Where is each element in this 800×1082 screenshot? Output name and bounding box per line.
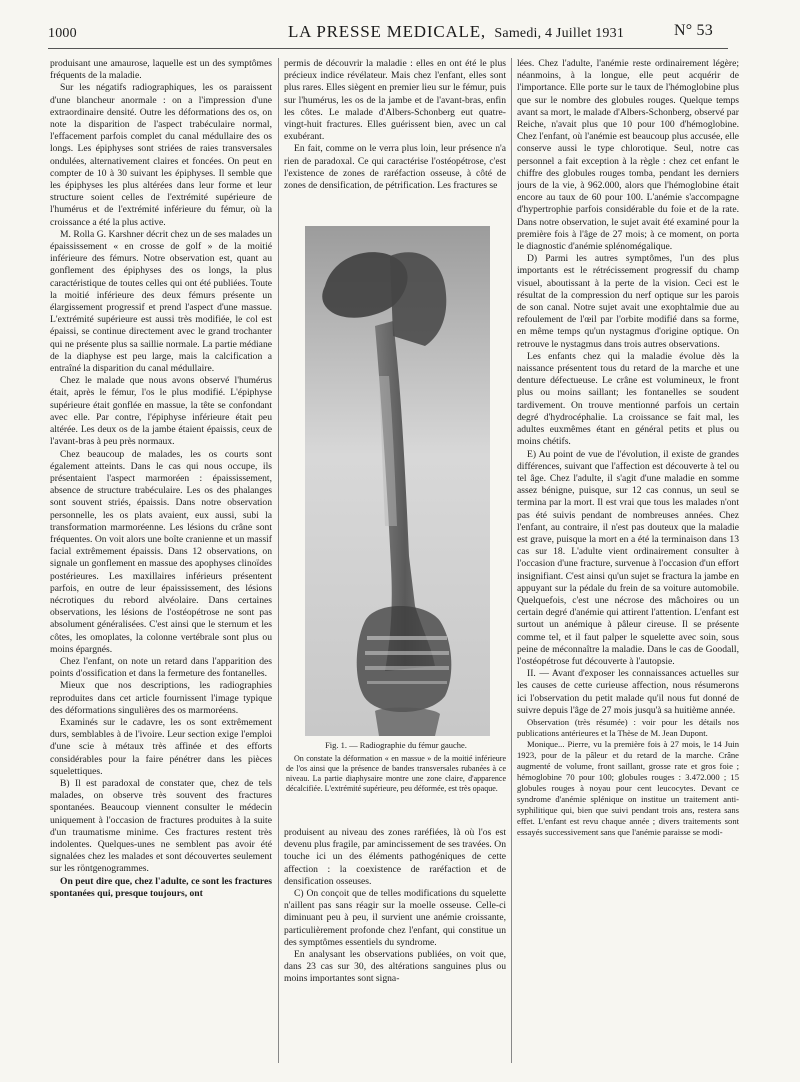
paragraph: lées. Chez l'adulte, l'anémie reste ordinairement légère; néanmoins, à la longue, elle peut acquérir de l'importance. Elle porte sur le taux de l'hémoglobine plus que sur le nombre des globules rouges. Quelque temps avant sa mort, le malade d'Albers-Schonberg, observé par Reiche, n'avait plus que 10 pour 100 d'hémoglobine. Chez l'enfant, où l'anémie est beaucoup plus accusée, elle conserve aussi le type chlorotique. Seul, notre cas personnel a fait exception à la règle : chez cet enfant le chiffre des globules rouges tomba, pendant les derniers jours de la vie, à 962.000, alors que l'hémoglobine était encore au taux de 60 pour 100. L'anémie s'accompagne d'hypertrophie parfois considérable du foie et de la rate. Dans notre observation, le sujet avait été examiné pour la première fois à l'âge de 27 mois; à ce moment, on porta le diagnostic d'anémie splénomégalique. (517, 58, 739, 253)
paragraph: E) Au point de vue de l'évolution, il existe de grandes différences, suivant que l'affection est découverte à tel ou tel âge. Chez l'adulte, il s'agit d'une maladie en somme assez bénigne, puisque, sur 12 cas connus, un seul se termina par la mort. Il est vrai que tous les malades n'ont pas été suivis pendant de nombreuses années. Chez l'enfant, au contraire, il n'est pas douteux que la maladie est grave, puisque la mort en a été la terminaison dans 13 cas sur 18. L'adulte vient ordinairement consulter à l'occasion d'une fracture, survenue à l'occasion d'un effort insignifiant. C'est ainsi qu'un sujet se fractura la jambe en appuyant sur la pédale du frein de sa voiture automobile. Quelquefois, c'est une nécrose des mâchoires ou un certain degré d'anémie qui attirent l'attention. L'enfant est surtout un anémique à pâleur cireuse. Il se présente comme tel, et il faut palper le squelette avec soin, sous peine de méconnaître la maladie. Dans le cas de Goodall, l'ostéopétrose fut découverte à l'autopsie. (517, 448, 739, 667)
issue-date: Samedi, 4 Juillet 1931 (494, 26, 625, 41)
paragraph: produisent au niveau des zones raréfiées, là où l'os est devenu plus fragile, par amincissement de ses travées. On touche ici un des éléments pathogéniques de cette affection : la coexistence de raréfaction et de densification osseuses. (284, 827, 506, 887)
journal-title: LA PRESSE MEDICALE, (288, 22, 486, 41)
paragraph: produisant une amaurose, laquelle est un des symptômes fréquents de la maladie. (50, 58, 272, 82)
page-number: 1000 (48, 26, 77, 41)
header-rule (48, 48, 728, 49)
paragraph: En analysant les observations publiées, on voit que, dans 23 cas sur 30, des altérations sanguines plus ou moins importantes sont signa- (284, 949, 506, 985)
paragraph: Sur les négatifs radiographiques, les os paraissent d'une blancheur anormale : on a l'impression d'une extraordinaire densité. Outre les déformations des os, on note la disparition de l'aspect trabéculaire normal, l'effacement parfois complet du canal médullaire des os longs. Les épiphyses sont striées de raies transversales ondulées, alternativement claires et foncées. On peut en compter de 10 à 30 suivant les épiphyses. Il semble que les épiphyses les plus altérées dans leur forme et leur structure soient celles de l'extrémité supérieure de l'humérus et de l'extrémité inférieure du fémur, où la croissance a été la plus active. (50, 82, 272, 228)
paragraph: Observation (très résumée) : voir pour les détails nos publications antérieures et la Thèse de M. Jean Dupont. (517, 716, 739, 738)
femur-radiograph (305, 226, 490, 736)
paragraph: M. Rolla G. Karshner décrit chez un de ses malades un épaississement « en crosse de golf » de la moitié inférieure des fémurs. Notre observation est, quant au gonflement des épiphyses des os longs, la plus caractéristique de toutes celles qui ont été publiées. Toute la moitié inférieure des deux fémurs présente un élargissement progressif et prend l'aspect d'une massue. L'extrémité supérieure est aussi très modifiée, le col est épaissi, se continue directement avec le grand trochanter qui ne présente plus sa saillie normale. La partie médiane de la diaphyse est peu large, mais la calcification a entraîné la disparition du canal médullaire. (50, 228, 272, 375)
paragraph: II. — Avant d'exposer les connaissances actuelles sur les causes de cette curieuse affection, nous résumerons ici l'observation du petit malade qu'il nous fut donné de suivre depuis l'âge de 27 mois jusqu'à sa huitième année. (517, 668, 739, 716)
figure-caption (286, 740, 506, 794)
paragraph: Mieux que nos descriptions, les radiographies reproduites dans cet article fournissent l'image typique des déformations singulières des os marmoréens. (50, 680, 272, 716)
paragraph: Les enfants chez qui la maladie évolue dès la naissance présentent tous du retard de la marche et une denture défectueuse. Le crâne est volumineux, le front plus ou moins saillant; les fontanelles se soudent tardivement. On trouve mentionné parfois un certain degré d'hydrocéphalie. La croissance se fait mal, les adultes euxmêmes étant en général petits et plus ou moins chétifs. (517, 350, 739, 448)
column-divider (511, 58, 512, 1063)
paragraph: C) On conçoit que de telles modifications du squelette n'aillent pas sans réagir sur la moelle osseuse. Celle-ci diminuant peu à peu, il survient une anémie croissante, particulièrement profonde chez l'enfant, qui constitue un des symptômes essentiels du syndrome. (284, 888, 506, 948)
issue-number: N° 53 (674, 22, 713, 39)
middle-column-top (284, 58, 506, 230)
left-column (50, 58, 272, 1068)
paragraph: permis de découvrir la maladie : elles en ont été le plus précieux indice révélateur. Mais chez l'enfant, elles sont plus rares. Elles siègent en premier lieu sur le fémur, puis sur l'humérus, les os de la jambe et de l'avant-bras, enfin les côtes. Le malade d'Albers-Schonberg eut quatre-vingt-huit fractures. Elles guérissent bien, avec un cal exubérant. (284, 58, 506, 143)
middle-column-bottom (284, 827, 506, 1072)
paragraph: D) Parmi les autres symptômes, l'un des plus importants est le rétrécissement progressif du champ visuel, aboutissant à la perte de la vision. Ceci est le résultat de la compression du nerf optique sur les parois de son canal. Notre sujet avait une exophtalmie due au refoulement de l'œil par l'orbite modifié dans sa forme, en même temps qu'un nystagmus d'origine optique. On retrouve le nystagmus dans trois autres observations. (517, 253, 739, 350)
paragraph: En fait, comme on le verra plus loin, leur présence n'a rien de paradoxal. Ce qui caractérise l'ostéopétrose, c'est l'existence de zones de raréfaction osseuse, à côté de zones de densification, de pétrification. Les fractures se (284, 143, 506, 192)
column-divider (278, 58, 279, 1063)
paragraph: Examinés sur le cadavre, les os sont extrêmement durs, semblables à de l'ivoire. Leur section exige l'emploi d'une scie à métaux très affinée et des efforts considérables pour la faire pénétrer dans les pièces squelettiques. (50, 716, 272, 777)
paragraph: On peut dire que, chez l'adulte, ce sont les fractures spontanées qui, presque toujours, ont (50, 875, 272, 899)
paragraph: Chez l'enfant, on note un retard dans l'apparition des points d'ossification et dans la fermeture des fontanelles. (50, 655, 272, 680)
page-header (48, 22, 728, 46)
running-title (288, 22, 624, 42)
paragraph: Chez le malade que nous avons observé l'humérus était, après le fémur, l'os le plus modifié. L'épiphyse supérieure était gonflée en massue, la tête se confondant avec elle. Par contre, l'épiphyse inférieure était peu altérée. Les deux os de la jambe étaient épaissis, ceux de l'avant-bras à peu près normaux. (50, 375, 272, 448)
radiograph-image (305, 226, 490, 736)
figure-caption-title: Fig. 1. — Radiographie du fémur gauche. (325, 740, 467, 750)
right-column (517, 58, 739, 1068)
paragraph: B) Il est paradoxal de constater que, chez de tels malades, on observe très souvent des fractures spontanées. Beaucoup viennent consulter le médecin uniquement à l'occasion de fractures produites à la suite d'un traumatisme minime. Ces fractures restent très indolentes. Quelques-unes ne semblent pas avoir été signalées chez les malades et sont découvertes seulement sur les röntgenogrammes. (50, 777, 272, 875)
figure-caption-body: On constate la déformation « en massue » de la moitié inférieure de l'os ainsi que la présence de bandes transversales rubanées à ce niveau. La partie diaphysaire montre une zone claire, d'apparence décalcifiée. L'extrémité supérieure, peu déformée, est très opaque. (286, 754, 506, 793)
paragraph: Chez beaucoup de malades, les os courts sont également atteints. Dans le cas qui nous occupe, ils présentaient l'aspect marmoréen : épaississement, absence de structure trabéculaire. Les os des phalanges sont souvent striés, épaissis. Dans notre observation personnelle, les os plats avaient, eux aussi, subi la transformation marmoréenne. Les lésions du crâne sont fréquentes. On voit alors une boîte cranienne et un massif facial extrêmement épaissis. Dans 12 observations, on signale un gonflement en massue des apophyses clinoïdes postérieures. Les maxillaires inférieurs présentent parfois, en outre de leur épaississement, des lésions nécrotiques du rebord alvéolaire. Dans certaines observations, les lésions de l'ostéopétrose ne sont pas absolument généralisées. C'est ainsi que le sternum et les côtes, les omoplates, la colonne vertébrale sont plus ou moins épargnés. (50, 448, 272, 655)
paragraph: Monique... Pierre, vu la première fois à 27 mois, le 14 Juin 1923, pour de la pâleur et du retard de la marche. Crâne augmenté de volume, front saillant, grosse rate et gros foie ; hémoglobine 70 pour 100; globules rouges : 3.472.000 ; 15 globules rouges à noyau pour cent leucocytes. Devant ce syndrome d'anémie splénique on institue un traitement anti-syphilitique qui, bien que suivi pendant trois ans, restera sans effet. L'enfant est revu chaque année ; divers traitements sont essayés successivement sans que l'anémie paraisse se modi- (517, 738, 739, 837)
